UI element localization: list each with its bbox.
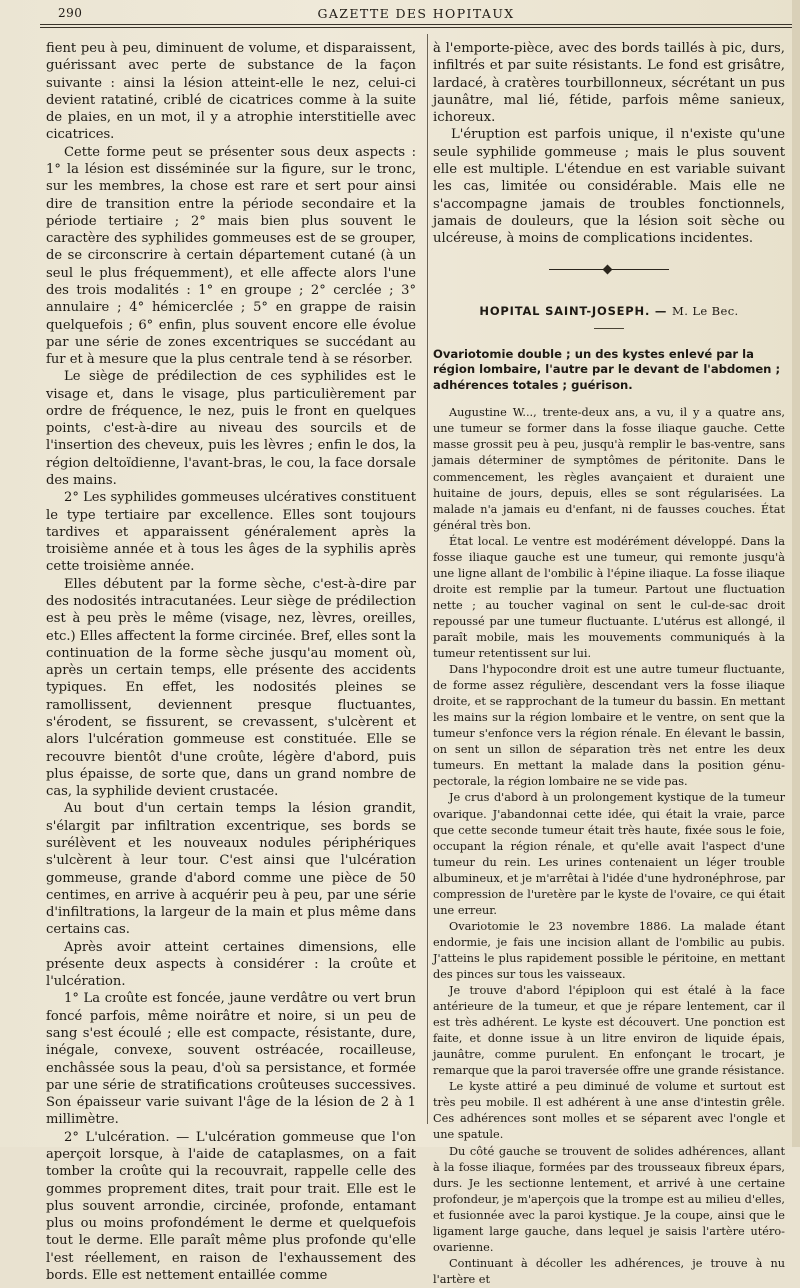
paragraph: fient peu à peu, diminuent de volume, et disparaissent, guérissant avec perte de substance de la façon suivante : ainsi la lésion atteint-elle le nez, celui-ci devient ratatiné, criblé de cicatrices comme à la suite de plaies, en un mot, il y a atrophie interstitielle avec cicatrices. <box>46 41 416 143</box>
paragraph: Ovariotomie le 23 novembre 1886. La malade étant endormie, je fais une incision allant de l'ombilic au pubis. J'atteins le plus rapidement possible le péritoine, en mettant des pinces sur tous les vaisseaux. <box>433 919 785 981</box>
paragraph: Après avoir atteint certaines dimensions, elle présente deux aspects à considérer : la croûte et l'ulcération. <box>46 939 416 990</box>
paragraph: 1° La croûte est foncée, jaune verdâtre ou vert brun foncé parfois, même noirâtre et noire, si un peu de sang s'est écoulé ; elle est compacte, résistante, dure, inégale, convexe, souvent ostréacée, rocailleuse, enchâssée sous la peau, d'où sa persistance, et formée par une série de stratifications croûteuses successives. Son épaisseur varie suivant l'âge de la lésion de 2 à 1 millimètre. <box>46 991 416 1128</box>
hospital-heading <box>433 304 785 318</box>
header-rule-double <box>40 27 792 28</box>
paragraph: Au bout d'un certain temps la lésion grandit, s'élargit par infiltration excentrique, ses bords se surélèvent et les nouveaux nodules périphériques s'ulcèrent à leur tour. C'est ainsi que l'ulcération gommeuse, grande d'abord comme une pièce de 50 centimes, en arrive à acquérir peu à peu, par une série d'infiltrations, la largeur de la main et plus même dans certains cas. <box>46 801 416 938</box>
paragraph: État local. Le ventre est modérément développé. Dans la fosse iliaque gauche est une tumeur, qui remonte jusqu'à une ligne allant de l'ombilic à l'épine iliaque. La fosse iliaque droite est remplie par la tumeur. Partout une fluctuation nette ; au toucher vaginal on sent le cul-de-sac droit repoussé par une tumeur fluctuante. L'utérus est allongé, il paraît mobile, mais les mouvements communiqués à la tumeur retentissent sur lui. <box>433 534 785 661</box>
paragraph: à l'emporte-pièce, avec des bords taillés à pic, durs, infiltrés et par suite résistants. Le fond est grisâtre, lardacé, à cratères tourbillonneux, sécrétant un pus jaunâtre, mal lié, fétide, parfois même sanieux, ichoreux. <box>433 41 785 126</box>
right-column <box>433 40 785 1288</box>
case-title: Ovariotomie double ; un des kystes enlevé par la région lombaire, l'autre par le devant de l'abdomen ; adhérences totales ; guérison. <box>433 346 781 392</box>
doctor-name: M. Le Bec. <box>672 303 739 318</box>
paragraph: Je crus d'abord à un prolongement kystique de la tumeur ovarique. J'abandonnai cette idée, qui était la vraie, parce que cette seconde tumeur était très haute, fixée sous le foie, occupant la région rénale, et qu'elle avait l'aspect d'une tumeur du rein. Les urines contenaient un léger trouble albumineux, et je m'arrêtai à l'idée d'une hydronéphrose, par compression de l'uretère par le kyste de l'ovaire, ce qui était une erreur. <box>433 791 785 917</box>
hospital-name: HOPITAL SAINT-JOSEPH. — <box>479 303 668 318</box>
paragraph: Augustine W..., trente-deux ans, a vu, il y a quatre ans, une tumeur se former dans la fosse iliaque gauche. Cette masse grossit peu à peu, jusqu'à remplir le bas-ventre, sans jamais déterminer de symptômes de péritonite. Dans le commencement, les règles avançaient et duraient une huitaine de jours, depuis, elles se sont régularisées. La malade n'a jamais eu d'enfant, ni de fausses couches. État général très bon. <box>433 406 785 532</box>
running-title: GAZETTE DES HOPITAUX <box>317 6 515 21</box>
paragraph: Je trouve d'abord l'épiploon qui est étalé à la face antérieure de la tumeur, et que je répare lentement, car il est très adhérent. Le kyste est découvert. Une ponction est faite, et donne issue à un litre environ de liquide épais, jaunâtre, comme purulent. En enfonçant le trocart, je remarque que la paroi traversée offre une grande résistance. <box>433 984 785 1078</box>
paragraph: Continuant à décoller les adhérences, je trouve à nu l'artère et <box>433 1256 785 1286</box>
left-column <box>46 40 416 1284</box>
paragraph: 2° L'ulcération. — L'ulcération gommeuse que l'on aperçoit lorsque, à l'aide de cataplasmes, on a fait tomber la croûte qui la recouvrait, rappelle celle des gommes proprement dites, trait pour trait. Elle est le plus souvent arrondie, circinée, profonde, entamant plus ou moins profondément le derme et quelquefois tout le derme. Elle paraît même plus profonde qu'elle l'est réellement, en raison de l'exhaussement des bords. Elle est nettement entaillée comme <box>46 1129 416 1283</box>
paragraph: 2° Les syphilides gommeuses ulcératives constituent le type tertiaire par excellence. Elles sont toujours tardives et apparaissent généralement après la troisième année et à tous les âges de la syphilis après cette troisième année. <box>46 490 416 575</box>
paragraph: Dans l'hypocondre droit est une autre tumeur fluctuante, de forme assez régulière, descendant vers la fosse iliaque droite, et se rapprochant de la tumeur du bassin. En mettant les mains sur la région lombaire et le ventre, on sent que la tumeur s'enfonce vers la région rénale. En élevant le bassin, on sent un sillon de séparation très net entre les deux tumeurs. En mettant la malade dans la position génu-pectorale, la région lombaire ne se vide pas. <box>433 663 785 789</box>
continued-article <box>433 40 785 248</box>
section-ornament <box>549 266 669 274</box>
paragraph: Le kyste attiré a peu diminué de volume et surtout est très peu mobile. Il est adhérent à une anse d'intestin grêle. Ces adhérences sont molles et se séparent avec l'ongle et une spatule. <box>433 1080 785 1142</box>
paragraph: Elles débutent par la forme sèche, c'est-à-dire par des nodosités intracutanées. Leur siège de prédilection est à peu près le même (visage, nez, lèvres, oreilles, etc.) Elles affectent la forme circinée. Bref, elles sont la continuation de la forme sèche jusqu'au moment où, après un certain temps, elle présente des accidents typiques. En effet, les nodosités pleines se ramollissent, deviennent presque fluctuantes, s'érodent, se fissurent, se crevassent, s'ulcèrent et alors l'ulcération gommeuse est constituée. Elle se recouvre bientôt d'une croûte, légère d'abord, puis plus épaisse, de sorte que, dans un grand nombre de cas, la syphilide devient crustacée. <box>46 576 416 800</box>
column-divider <box>427 34 428 1124</box>
header-rule <box>40 24 792 25</box>
short-rule <box>594 328 624 329</box>
page-number: 290 <box>58 6 83 20</box>
paragraph: Le siège de prédilection de ces syphilides est le visage et, dans le visage, plus particulièrement par ordre de fréquence, le nez, puis le front en quelques points, c'est-à-dire au niveau des sourcils et de l'insertion des cheveux, puis les lèvres ; enfin le dos, la région deltoïdienne, l'avant-bras, le cou, la face dorsale des mains. <box>46 369 416 489</box>
paragraph: L'éruption est parfois unique, il n'existe qu'une seule syphilide gommeuse ; mais le plus souvent elle est multiple. L'étendue en est variable suivant les cas, limitée ou considérable. Mais elle ne s'accompagne jamais de troubles fonctionnels, jamais de douleurs, que la lésion soit sèche ou ulcéreuse, à moins de complications incidentes. <box>433 127 785 247</box>
page-header <box>40 6 792 22</box>
paragraph: Cette forme peut se présenter sous deux aspects : 1° la lésion est disséminée sur la figure, sur le tronc, sur les membres, la chose est rare et sert pour ainsi dire de transition entre la période secondaire et la période tertiaire ; 2° mais bien plus souvent le caractère des syphilides gommeuses est de se grouper, de se circonscrire à certain département cutané (à un seul le plus fréquemment), et elle affecte alors l'une des trois modalités : 1° en groupe ; 2° cerclée ; 3° annulaire ; 4° hémicerclée ; 5° en grappe de raisin quelquefois ; 6° enfin, plus souvent encore elle évolue par une série de zones excentriques se succédant au fur et à mesure que la plus centrale tend à se résorber. <box>46 144 416 368</box>
case-report <box>433 405 785 1288</box>
paragraph: Du côté gauche se trouvent de solides adhérences, allant à la fosse iliaque, formées par des trousseaux fibreux épars, durs. Je les sectionne lentement, et arrivé à une certaine profondeur, je m'aperçois que la trompe est au milieu d'elles, et fusionnée avec la paroi kystique. Je la coupe, ainsi que le ligament large gauche, dans lequel je saisis l'artère utéro-ovarienne. <box>433 1144 785 1254</box>
page-edge <box>792 0 800 1147</box>
